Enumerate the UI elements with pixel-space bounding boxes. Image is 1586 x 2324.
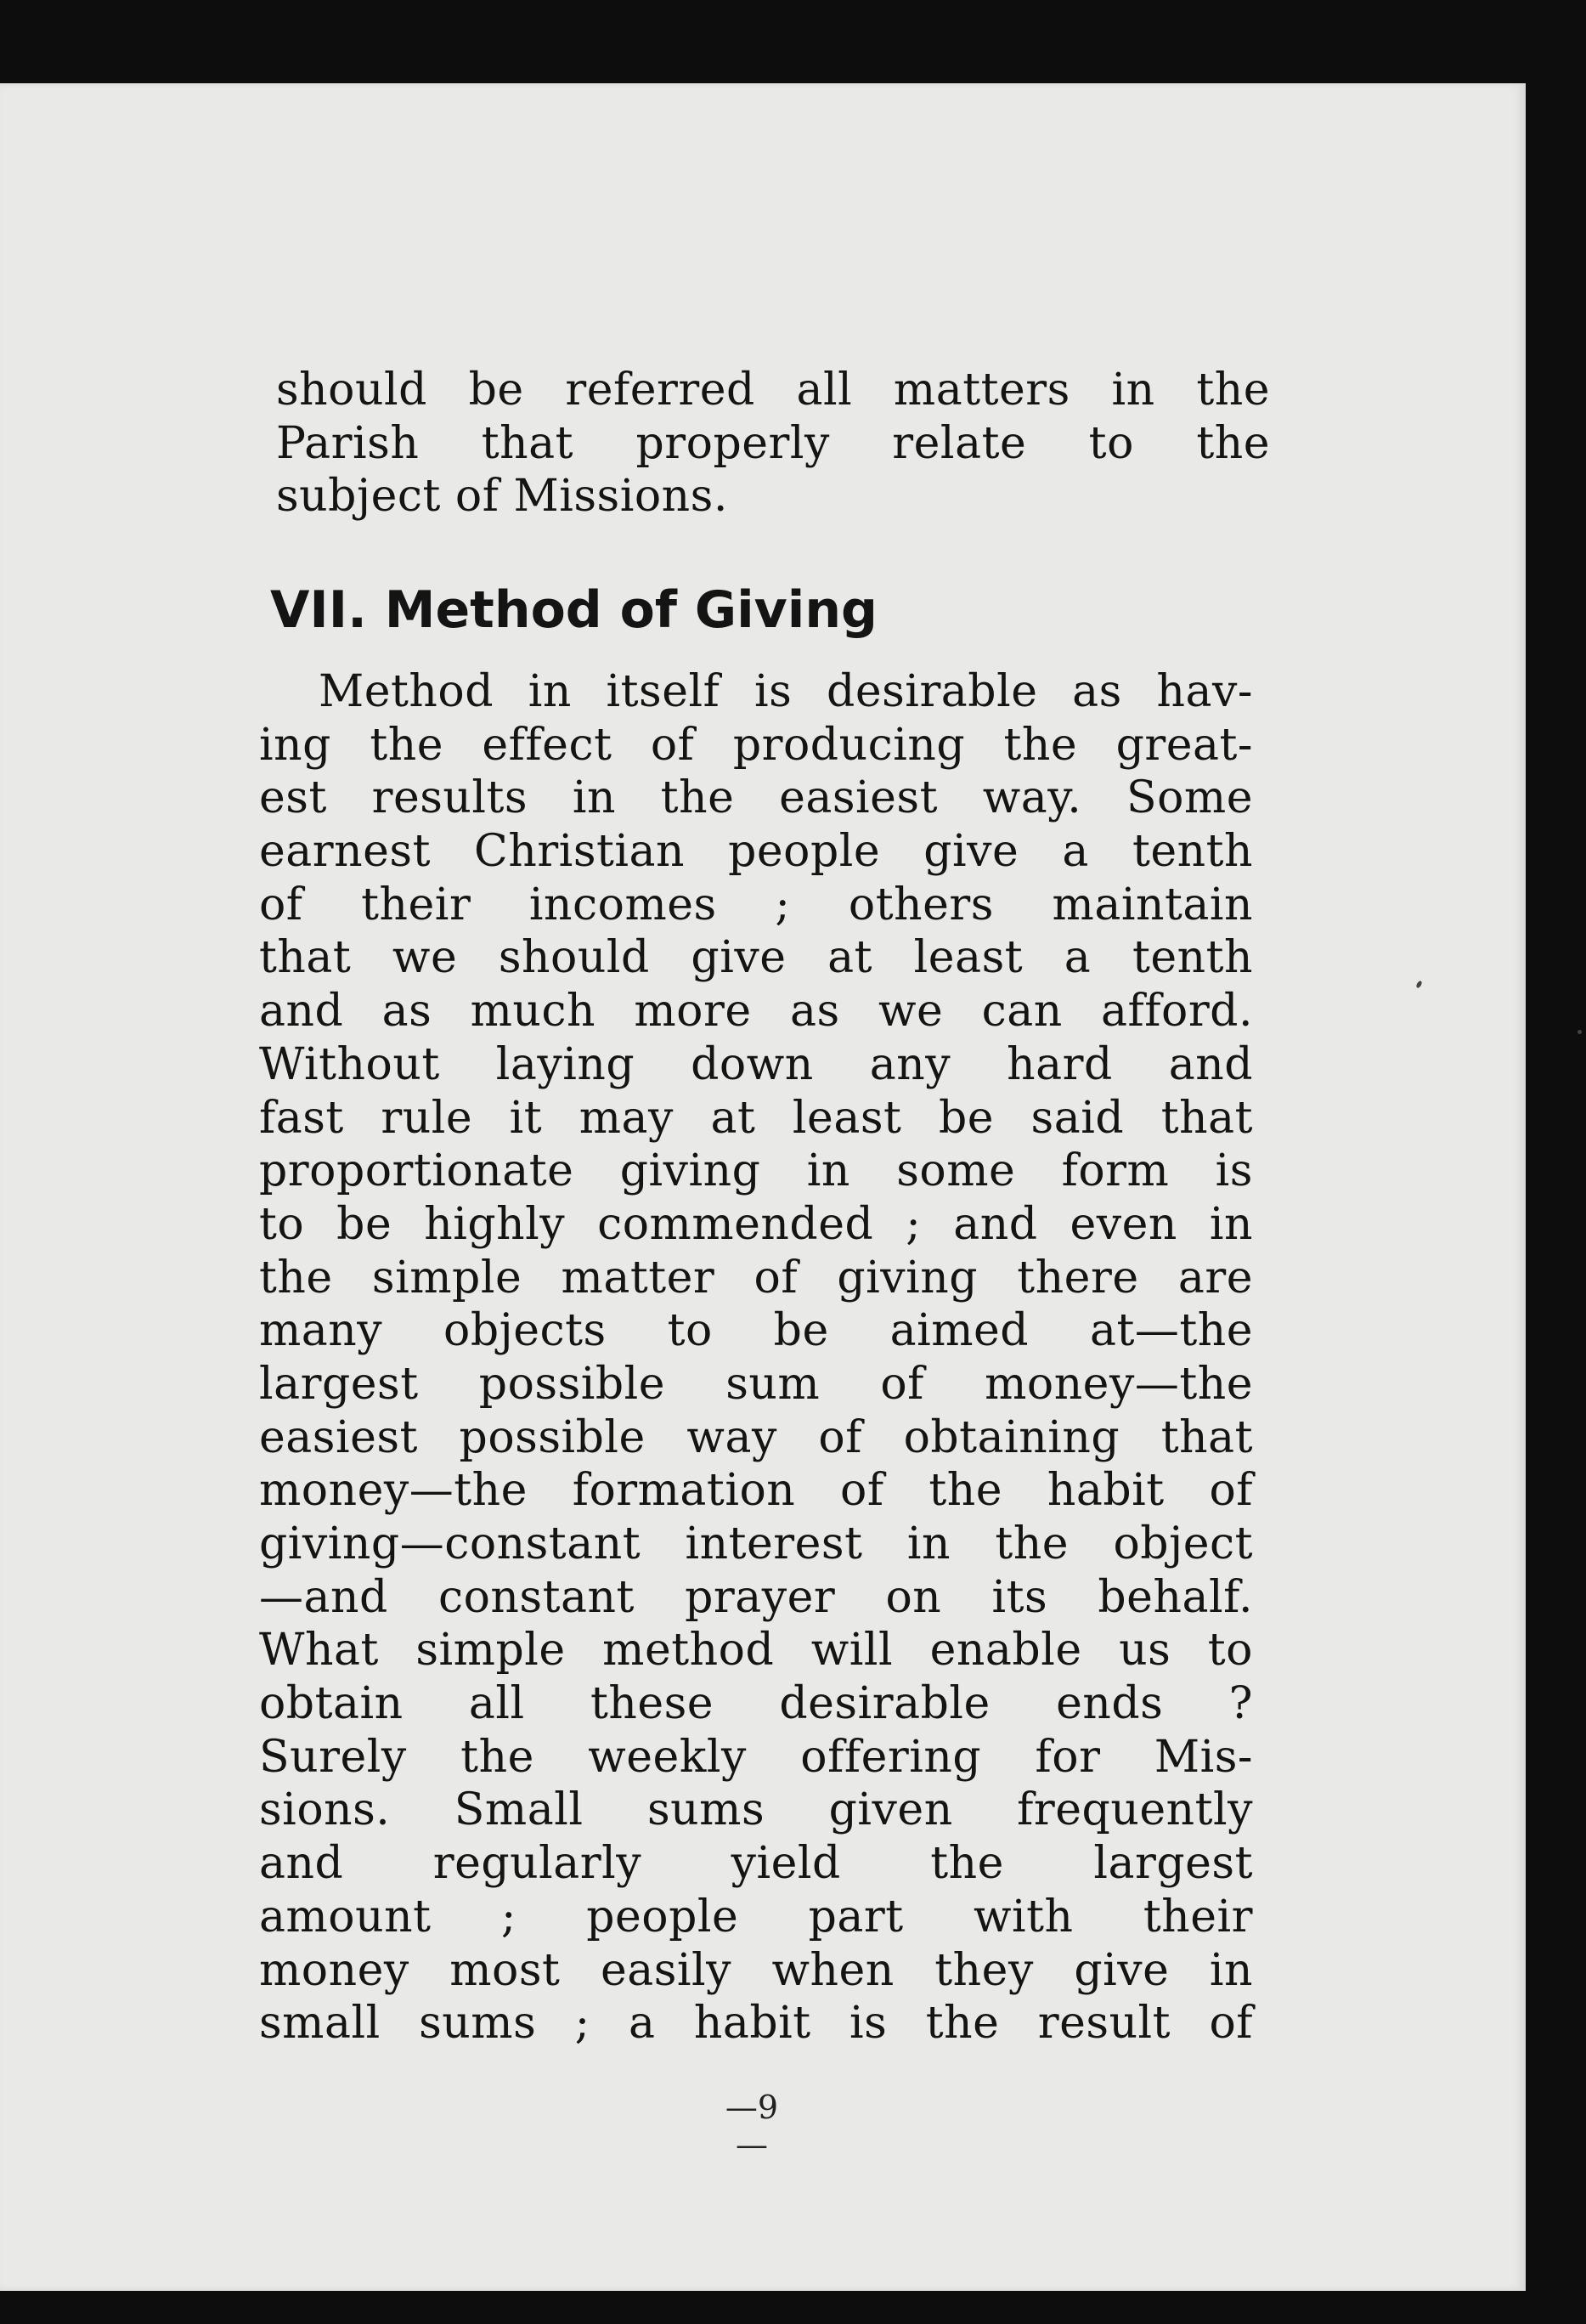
text-line: Method in itself is desirable as hav- <box>319 666 1253 717</box>
text-line: small sums ; a habit is the result of <box>259 1998 1253 2050</box>
text-line: obtain all these desirable ends ? <box>259 1678 1253 1730</box>
text-line: subject of Missions. <box>276 471 728 523</box>
text-line: and regularly yield the largest <box>259 1838 1253 1890</box>
text-line: Without laying down any hard and <box>259 1038 1253 1090</box>
text-line: largest possible sum of money—the <box>259 1358 1253 1410</box>
text-line: Parish that properly relate to the <box>276 417 1270 469</box>
text-line: earnest Christian people give a tenth <box>259 826 1253 878</box>
text-line: should be referred all matters in the <box>276 365 1270 416</box>
text-line: Surely the weekly offering for Mis- <box>259 1731 1253 1783</box>
page-number: —9— <box>725 2089 779 2163</box>
ink-speck <box>1415 980 1423 988</box>
paragraph-method-of-giving <box>259 665 1253 2050</box>
book-page <box>0 83 1526 2291</box>
section-heading: VII. Method of Giving <box>270 580 878 640</box>
text-line: money—the formation of the habit of <box>259 1465 1253 1517</box>
text-line: sions. Small sums given frequently <box>259 1784 1253 1836</box>
text-line: and as much more as we can afford. <box>259 986 1253 1038</box>
text-line: money most easily when they give in <box>259 1944 1253 1996</box>
paragraph-continued <box>276 364 1270 523</box>
text-line: giving—constant interest in the object <box>259 1518 1253 1569</box>
text-line: ing the effect of producing the great- <box>259 719 1253 771</box>
text-line: amount ; people part with their <box>259 1891 1253 1942</box>
text-line: fast rule it may at least be said that <box>259 1092 1253 1144</box>
text-line: to be highly commended ; and even in <box>259 1198 1253 1250</box>
dust-speck <box>1578 1030 1582 1034</box>
text-line: est results in the easiest way. Some <box>259 772 1253 824</box>
text-line: What simple method will enable us to <box>259 1625 1253 1677</box>
text-line: proportionate giving in some form is <box>259 1145 1253 1197</box>
text-line: easiest possible way of obtaining that <box>259 1411 1253 1463</box>
text-line: of their incomes ; others maintain <box>259 879 1253 930</box>
text-line: the simple matter of giving there are <box>259 1252 1253 1303</box>
text-line: that we should give at least a tenth <box>259 932 1253 984</box>
text-line: many objects to be aimed at—the <box>259 1305 1253 1357</box>
text-line: —and constant prayer on its behalf. <box>259 1571 1253 1623</box>
